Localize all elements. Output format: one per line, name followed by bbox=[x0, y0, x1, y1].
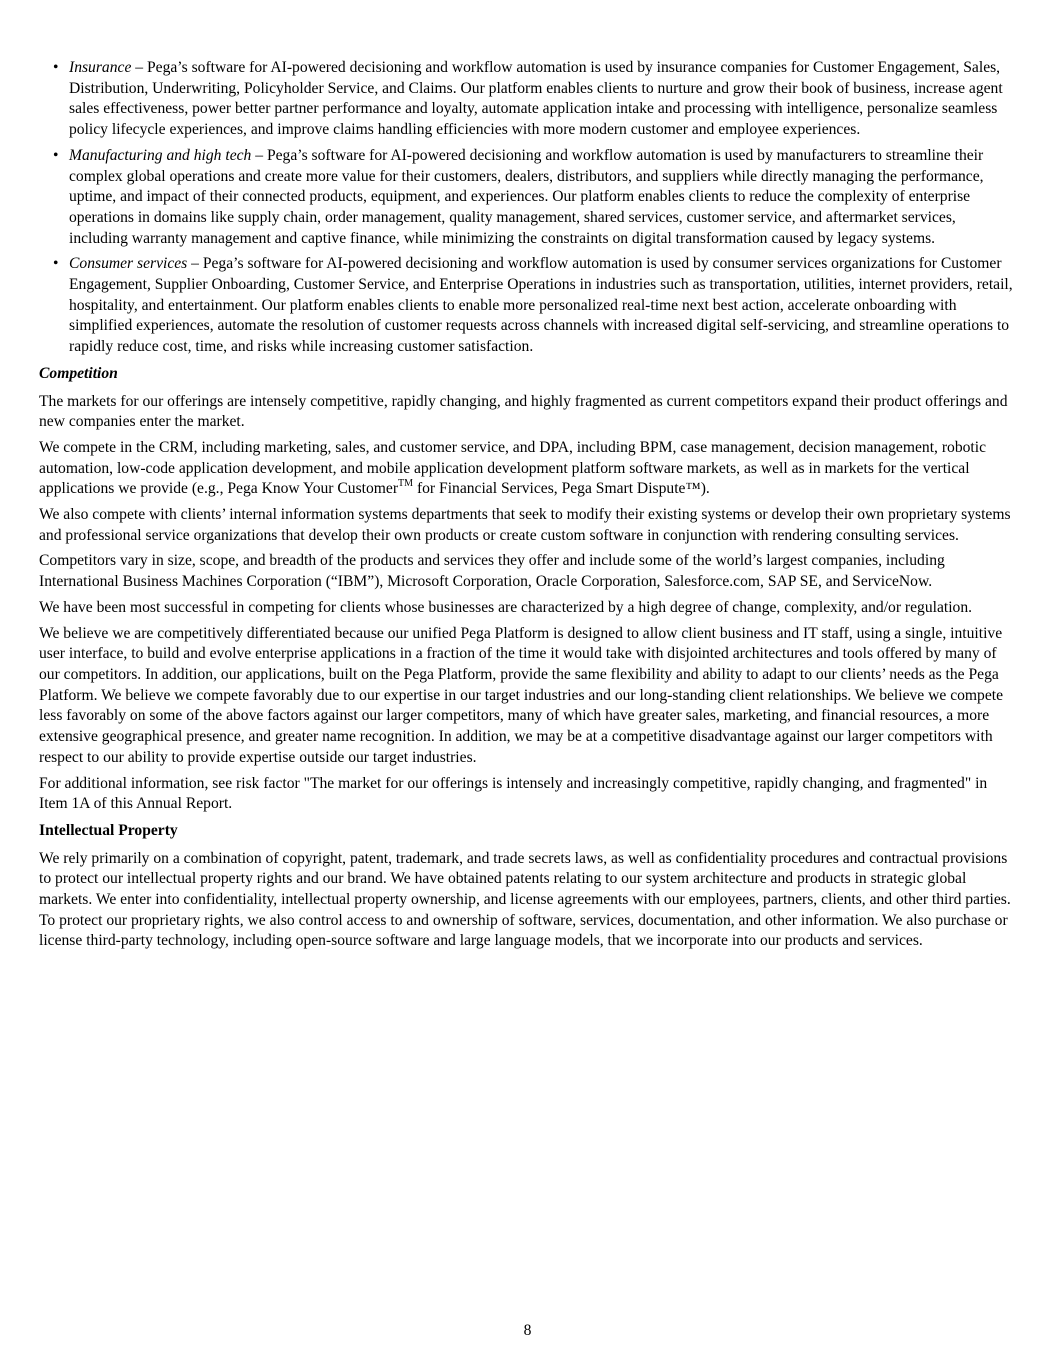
competition-paragraph: We have been most successful in competing for clients whose businesses are characterized by a high degree of change, complexity, and/or regulation. bbox=[39, 598, 973, 616]
bullet-insurance bbox=[39, 58, 1017, 141]
industry-bullet-list bbox=[39, 58, 1017, 358]
competition-paragraph: We believe we are competitively differentiated because our unified Pega Platform is designed to allow client business and IT staff, using a single, intuitive user interface, to build and evolve enterprise applications in a fraction of the time it would take with disjointed architectures and tools offered by many of our competitors. In addition, our applications, built on the Pega Platform, provide the same flexibility and ability to adapt to our clients’ needs as the Pega Platform. We believe we compete favorably due to our expertise in our target industries and our long-standing client relationships. We believe we compete less favorably on some of the above factors against our larger competitors, many of which have greater sales, marketing, and financial resources, a more extensive geographical presence, and greater name recognition. In addition, we may be at a competitive disadvantage against our larger competitors with respect to our ability to provide expertise outside our target industries. bbox=[39, 624, 1004, 766]
intellectual-property-paragraph: We rely primarily on a combination of copyright, patent, trademark, and trade secrets laws, as well as confidentiality procedures and contractual provisions to protect our intellectual property rights and our brand. We have obtained patents relating to our system architecture and products in strategic global markets. We enter into confidentiality, intellectual property ownership, and license agreements with our employees, partners, clients, and other third parties. To protect our proprietary rights, we also control access to and ownership of software, services, documentation, and other information. We also purchase or license third-party technology, including open-source software and large language models, that we incorporate into our products and services. bbox=[39, 849, 1011, 950]
bullet-manufacturing bbox=[39, 146, 1017, 250]
competition-paragraph: The markets for our offerings are intensely competitive, rapidly changing, and highly fragmented as current competitors expand their product offerings and new companies enter the market. bbox=[39, 392, 1008, 431]
bullet-consumer-services bbox=[39, 254, 1017, 358]
trademark-superscript: TM bbox=[398, 478, 414, 490]
competition-paragraph bbox=[39, 438, 1017, 500]
bullet-text: – Pega’s software for AI-powered decisioning and workflow automation is used by consumer services organizations for Customer Engagement, Supplier Onboarding, Customer Service, and Enterprise Operations in industries such as transportation, utilities, internet providers, retail, hospitality, and entertainment. Our platform enables clients to enable more personalized real-time next best action, accelerate onboarding with simplified experiences, automate the resolution of customer requests across channels with increased digital self-servicing, and streamline operations to rapidly reduce cost, time, and risks while increasing customer satisfaction. bbox=[69, 255, 1013, 356]
intellectual-property-heading: Intellectual Property bbox=[39, 821, 178, 839]
page-number: 8 bbox=[523, 1322, 532, 1339]
bullet-text: – Pega’s software for AI-powered decisioning and workflow automation is used by insurance companies for Customer Engagement, Sales, Distribution, Underwriting, Policyholder Service, and Claims. Our platform enables clients to nurture and grow their book of business, increase agent sales effectiveness, power better partner performance and loyalty, automate application intake and processing with intelligence, personalize seamless policy lifecycle experiences, and improve claims handling efficiencies with more modern customer and employee experiences. bbox=[69, 59, 1003, 139]
competition-paragraph: We also compete with clients’ internal information systems departments that seek to modify their existing systems or develop their own proprietary systems and professional service organizations that develop their own products or create custom software in conjunction with rendering consulting services. bbox=[39, 506, 1011, 544]
document-body bbox=[39, 58, 1017, 957]
bullet-lead: Insurance bbox=[69, 59, 132, 76]
paragraph-text: We compete in the CRM, including marketing, sales, and customer service, and DPA, including BPM, case management, decision management, robotic automation, low-code application development, and mobile application development platform software markets, as well as in markets for the vertical applications we provide (e.g., Pega Know Your Customer bbox=[39, 438, 986, 498]
competition-heading: Competition bbox=[39, 364, 118, 382]
paragraph-text: for Financial Services, Pega Smart Dispute™). bbox=[413, 480, 710, 498]
competition-paragraph: Competitors vary in size, scope, and breadth of the products and services they offer and include some of the world’s largest companies, including International Business Machines Corporation (“IBM”), Microsoft Corporation, Oracle Corporation, Salesforce.com, SAP SE, and ServiceNow. bbox=[39, 552, 945, 591]
competition-paragraph: For additional information, see risk factor "The market for our offerings is intensely and increasingly competitive, rapidly changing, and fragmented" in Item 1A of this Annual Report. bbox=[39, 774, 988, 813]
bullet-dot: • bbox=[53, 146, 59, 164]
bullet-dot: • bbox=[53, 255, 59, 273]
bullet-lead: Consumer services bbox=[69, 255, 188, 273]
bullet-lead: Manufacturing and high tech bbox=[69, 146, 252, 164]
bullet-dot: • bbox=[53, 59, 59, 76]
bullet-text: – Pega’s software for AI-powered decisioning and workflow automation is used by manufacturers to streamline their complex global operations and create more value for their customers, dealers, distributors, and suppliers while directly managing the performance, uptime, and impact of their connected products, equipment, and experiences. Our platform enables clients to reduce the complexity of enterprise operations in domains like supply chain, order management, quality management, shared services, customer service, and aftermarket services, including warranty management and captive finance, while minimizing the constraints on digital transformation caused by legacy systems. bbox=[69, 146, 984, 247]
